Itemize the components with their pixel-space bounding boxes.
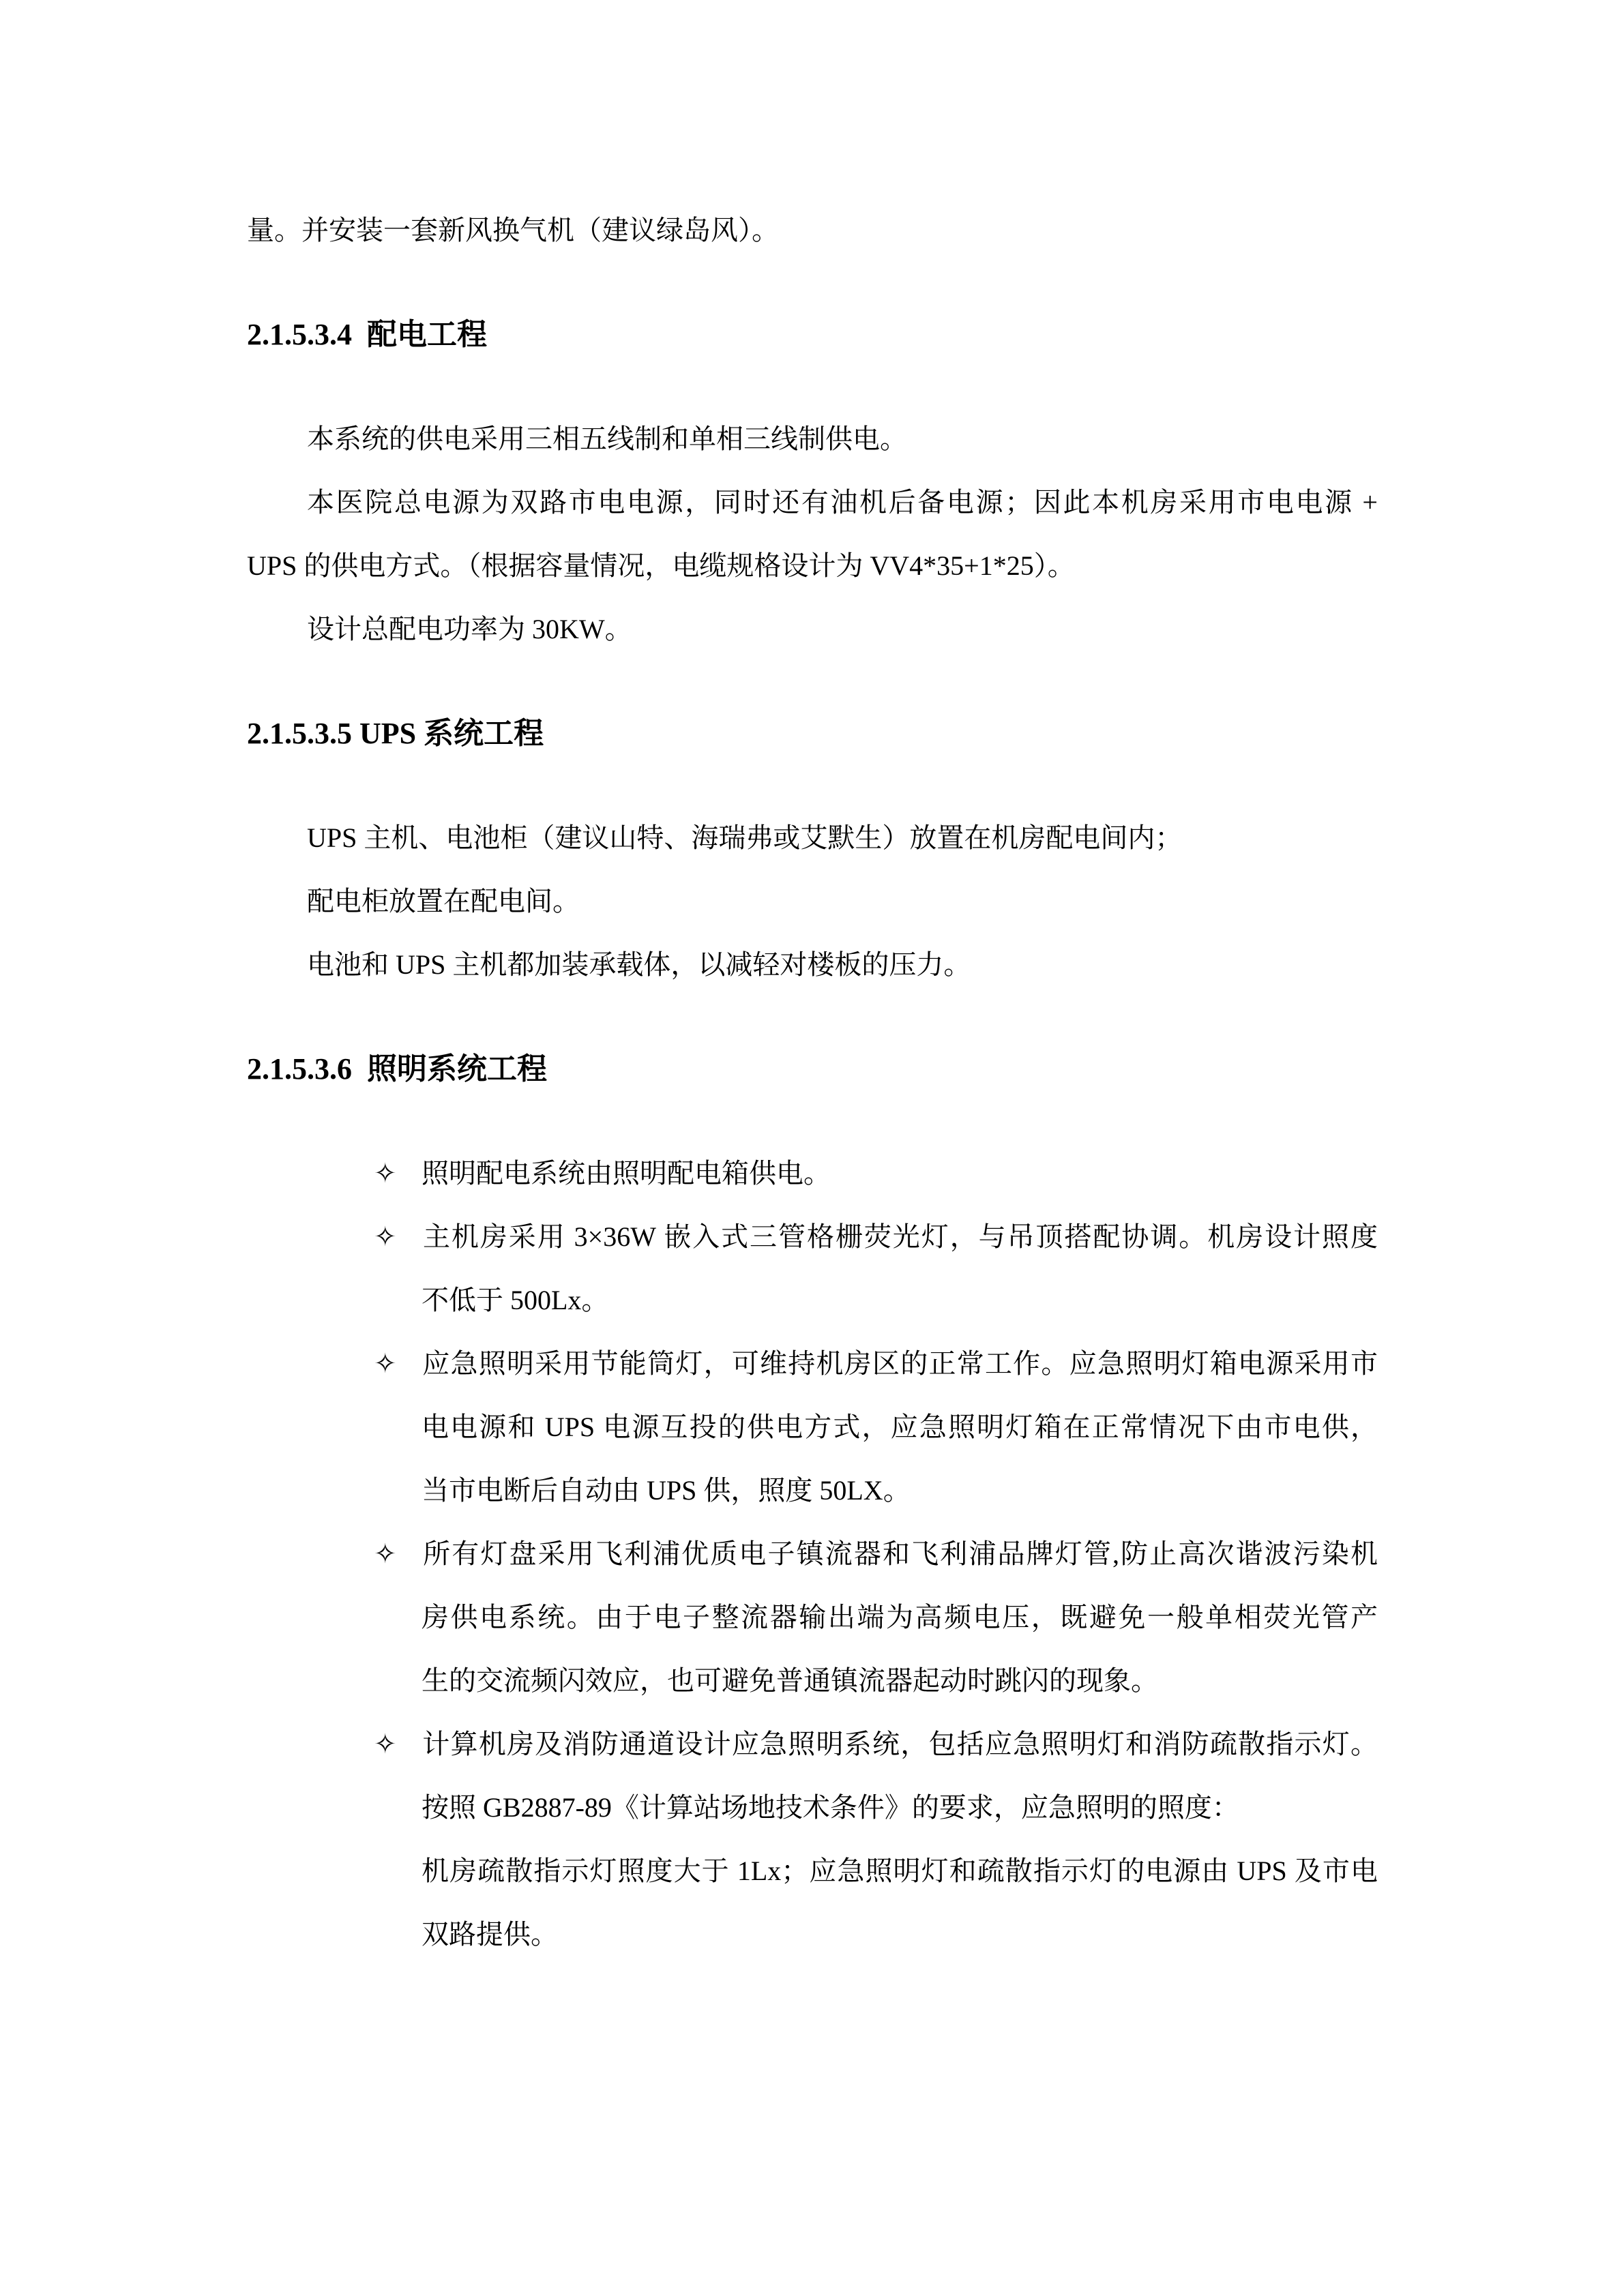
paragraph-line: 电池和 UPS 主机都加装承载体，以减轻对楼板的压力。 <box>307 949 971 980</box>
bullet-text: 主机房采用 3×36W 嵌入式三管格栅荧光灯，与吊顶搭配协调。机房设计照度 <box>422 1221 1378 1252</box>
paragraph-line: 本系统的供电采用三相五线制和单相三线制供电。 <box>307 423 907 454</box>
diamond-bullet-icon: ✧ <box>374 1221 397 1252</box>
diamond-bullet-icon: ✧ <box>374 1729 397 1759</box>
bullet-text: 应急照明采用节能筒灯，可维持机房区的正常工作。应急照明灯箱电源采用市 <box>422 1348 1378 1379</box>
bullet-continuation-line: 当市电断后自动由 UPS 供，照度 50LX。 <box>422 1475 911 1506</box>
section-heading-lighting-system: 2.1.5.3.6 照明系统工程 <box>247 1052 547 1086</box>
bullet-text: 计算机房及消防通道设计应急照明系统，包括应急照明灯和消防疏散指示灯。 <box>422 1729 1378 1759</box>
bullet-continuation-line: 房供电系统。由于电子整流器输出端为高频电压，既避免一般单相荧光管产 <box>422 1602 1378 1632</box>
diamond-bullet-icon: ✧ <box>374 1538 397 1569</box>
paragraph-line: UPS 主机、电池柜（建议山特、海瑞弗或艾默生）放置在机房配电间内； <box>307 822 1183 853</box>
paragraph-line: 本医院总电源为双路市电电源，同时还有油机后备电源；因此本机房采用市电电源 + <box>307 487 1378 518</box>
paragraph-line: 设计总配电功率为 30KW。 <box>307 614 632 644</box>
bullet-continuation-line: 生的交流频闪效应，也可避免普通镇流器起动时跳闪的现象。 <box>422 1665 1158 1696</box>
paragraph-line: 配电柜放置在配电间。 <box>307 886 580 916</box>
diamond-bullet-icon: ✧ <box>374 1348 397 1379</box>
continued-paragraph-line: 量。并安装一套新风换气机（建议绿岛风）。 <box>247 215 779 245</box>
bullet-item <box>247 1522 1378 1585</box>
bullet-continuation-line: 电电源和 UPS 电源互投的供电方式，应急照明灯箱在正常情况下由市电供， <box>422 1412 1378 1442</box>
bullet-continuation-line: 机房疏散指示灯照度大于 1Lx；应急照明灯和疏散指示灯的电源由 UPS 及市电 <box>422 1855 1378 1886</box>
bullet-item <box>247 1332 1378 1395</box>
bullet-item <box>247 1205 1378 1268</box>
bullet-text: 所有灯盘采用飞利浦优质电子镇流器和飞利浦品牌灯管,防止高次谐波污染机 <box>422 1538 1378 1569</box>
paragraph-line: UPS 的供电方式。（根据容量情况，电缆规格设计为 VV4*35+1*25）。 <box>247 550 1075 581</box>
bullet-continuation-line: 双路提供。 <box>422 1919 558 1950</box>
diamond-bullet-icon: ✧ <box>374 1158 397 1189</box>
bullet-item <box>247 1712 1378 1776</box>
bullet-continuation-line: 不低于 500Lx。 <box>422 1285 609 1315</box>
section-heading-ups-system: 2.1.5.3.5 UPS 系统工程 <box>247 717 544 750</box>
bullet-item <box>247 1142 1378 1205</box>
section-heading-power-distribution: 2.1.5.3.4 配电工程 <box>247 318 487 351</box>
bullet-text: 照明配电系统由照明配电箱供电。 <box>422 1158 831 1189</box>
bullet-continuation-line: 按照 GB2887-89《计算站场地技术条件》的要求，应急照明的照度： <box>422 1792 1239 1823</box>
